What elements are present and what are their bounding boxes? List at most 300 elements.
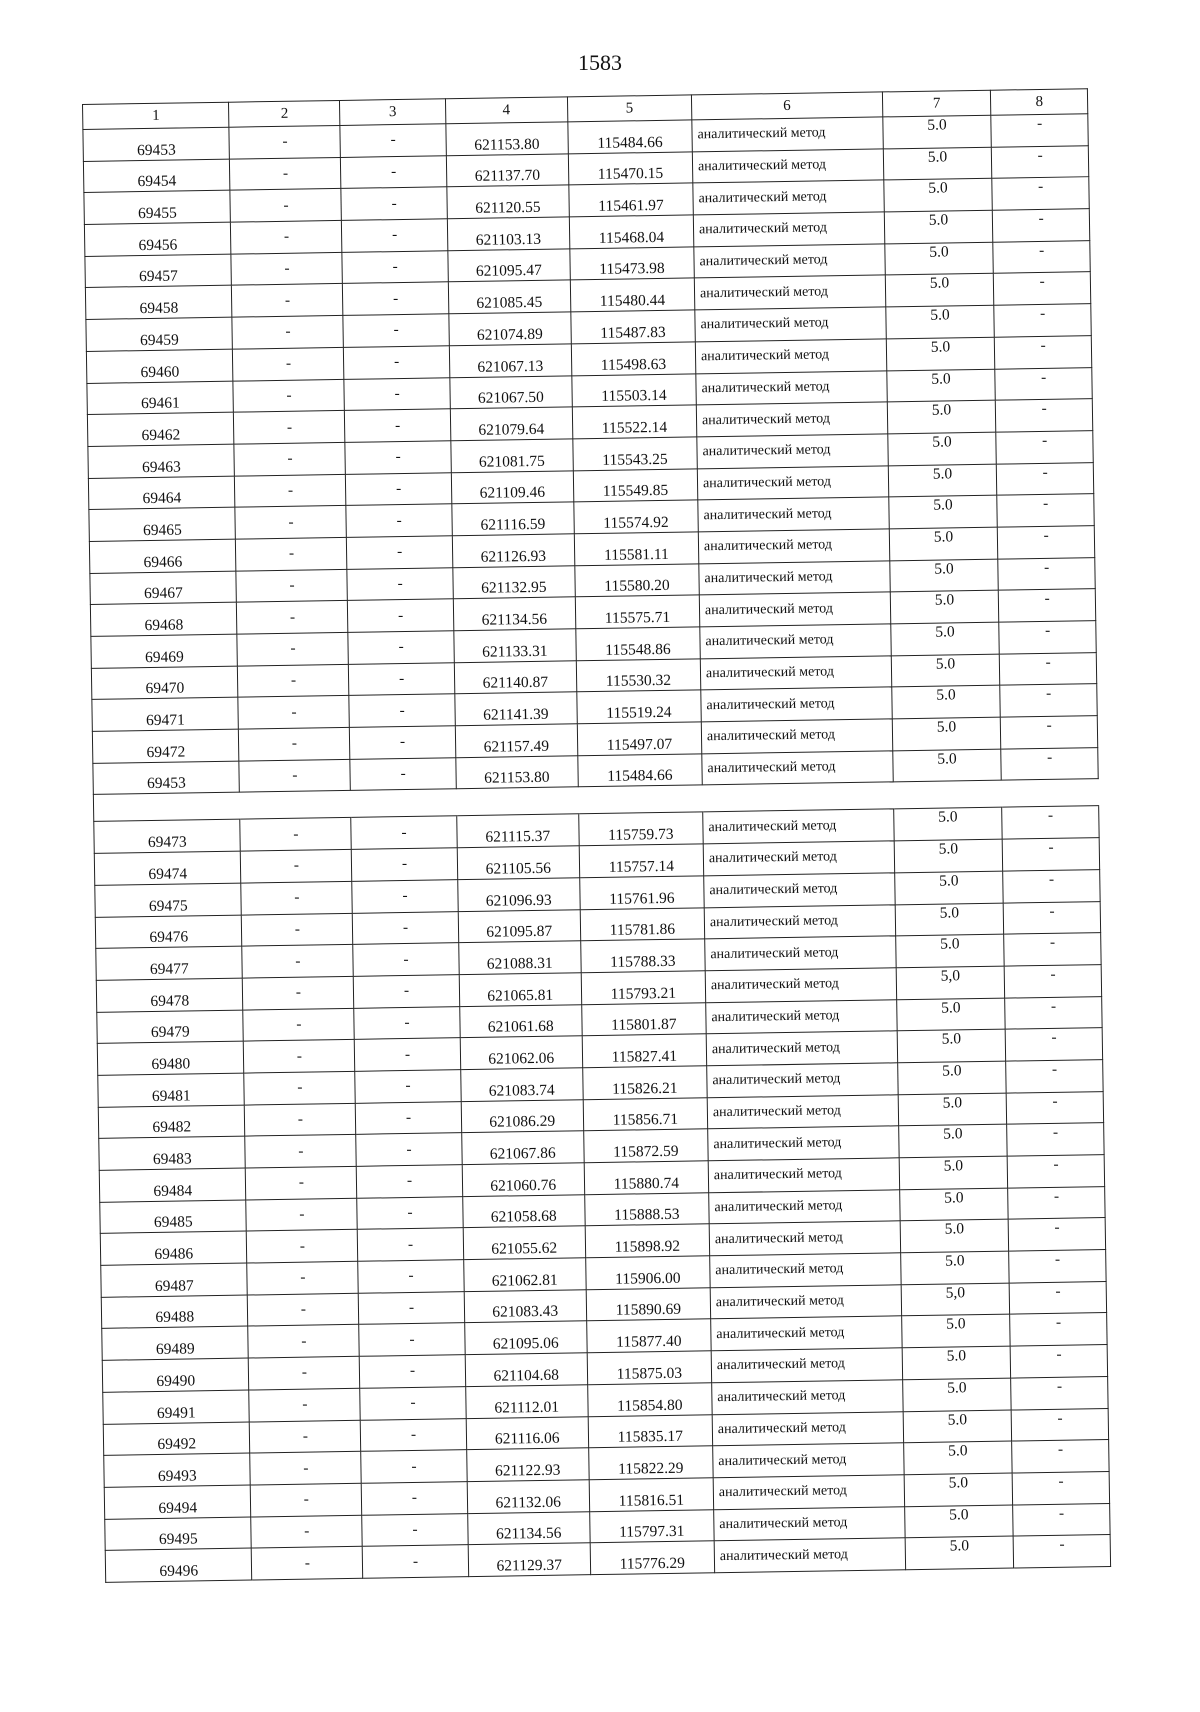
column-8-cell: - bbox=[1012, 1440, 1109, 1473]
y-coordinate-cell: 115906.00 bbox=[585, 1256, 710, 1290]
point-number-cell: 69454 bbox=[83, 159, 230, 193]
y-coordinate-cell: 115872.59 bbox=[583, 1129, 708, 1163]
point-number-cell: 69479 bbox=[97, 1010, 244, 1044]
x-coordinate-cell: 621088.31 bbox=[458, 941, 580, 975]
separator-cell bbox=[351, 789, 457, 818]
column-8-cell: - bbox=[1001, 716, 1098, 749]
column-8-cell: - bbox=[997, 462, 1094, 495]
method-cell: аналитический метод bbox=[698, 497, 889, 532]
column-2-cell: - bbox=[245, 1135, 356, 1168]
x-coordinate-cell: 621061.68 bbox=[459, 1004, 581, 1038]
column-8-cell: - bbox=[1007, 1123, 1104, 1156]
point-number-cell: 69476 bbox=[95, 915, 242, 949]
point-number-cell: 69492 bbox=[103, 1422, 250, 1456]
x-coordinate-cell: 621086.29 bbox=[461, 1099, 583, 1133]
separator-cell bbox=[578, 785, 703, 814]
column-2-cell: - bbox=[235, 506, 346, 539]
method-cell: аналитический метод bbox=[693, 212, 884, 247]
column-8-cell: - bbox=[1005, 996, 1102, 1029]
accuracy-cell: 5.0 bbox=[887, 400, 996, 433]
method-cell: аналитический метод bbox=[696, 370, 887, 405]
y-coordinate-cell: 115581.11 bbox=[574, 532, 699, 566]
method-cell: аналитический метод bbox=[692, 149, 883, 184]
column-3-cell: - bbox=[356, 1133, 462, 1166]
y-coordinate-cell: 115480.44 bbox=[570, 278, 695, 312]
y-coordinate-cell: 115827.41 bbox=[582, 1034, 707, 1068]
column-8-cell: - bbox=[994, 272, 1091, 305]
y-coordinate-cell: 115797.31 bbox=[589, 1509, 714, 1543]
column-3-cell: - bbox=[352, 880, 458, 913]
method-cell: аналитический метод bbox=[701, 719, 892, 754]
method-cell: аналитический метод bbox=[707, 1094, 898, 1129]
accuracy-cell: 5,0 bbox=[901, 1283, 1010, 1316]
y-coordinate-cell: 115484.66 bbox=[578, 754, 703, 788]
point-number-cell: 69455 bbox=[84, 191, 231, 225]
accuracy-cell: 5.0 bbox=[897, 1061, 1006, 1094]
y-coordinate-cell: 115816.51 bbox=[589, 1478, 714, 1512]
y-coordinate-cell: 115757.14 bbox=[579, 844, 704, 878]
x-coordinate-cell: 621062.06 bbox=[460, 1036, 582, 1070]
y-coordinate-cell: 115580.20 bbox=[575, 563, 700, 597]
column-header: 2 bbox=[229, 100, 340, 127]
accuracy-cell: 5.0 bbox=[900, 1251, 1009, 1284]
column-3-cell: - bbox=[344, 346, 450, 379]
y-coordinate-cell: 115854.80 bbox=[587, 1383, 712, 1417]
column-3-cell: - bbox=[345, 409, 451, 442]
column-8-cell: - bbox=[991, 114, 1088, 147]
column-8-cell: - bbox=[996, 399, 1093, 432]
method-cell: аналитический метод bbox=[706, 999, 897, 1034]
column-3-cell: - bbox=[357, 1196, 463, 1229]
method-cell: аналитический метод bbox=[713, 1475, 904, 1510]
point-number-cell: 69478 bbox=[96, 978, 243, 1012]
column-8-cell: - bbox=[996, 431, 1093, 464]
column-3-cell: - bbox=[342, 219, 448, 252]
separator-cell bbox=[240, 791, 351, 820]
point-number-cell: 69489 bbox=[102, 1326, 249, 1360]
column-3-cell: - bbox=[346, 504, 452, 537]
accuracy-cell: 5.0 bbox=[904, 1505, 1013, 1538]
column-2-cell: - bbox=[248, 1325, 359, 1358]
y-coordinate-cell: 115776.29 bbox=[590, 1541, 715, 1575]
separator-cell bbox=[702, 782, 893, 812]
point-number-cell: 69472 bbox=[92, 729, 239, 763]
point-number-cell: 69484 bbox=[99, 1168, 246, 1202]
x-coordinate-cell: 621132.95 bbox=[453, 565, 575, 599]
column-8-cell: - bbox=[1003, 869, 1100, 902]
separator-cell bbox=[456, 787, 578, 816]
accuracy-cell: 5.0 bbox=[891, 654, 1000, 687]
column-3-cell: - bbox=[355, 1070, 461, 1103]
point-number-cell: 69491 bbox=[103, 1390, 250, 1424]
method-cell: аналитический метод bbox=[696, 402, 887, 437]
x-coordinate-cell: 621067.50 bbox=[450, 375, 572, 409]
point-number-cell: 69486 bbox=[100, 1231, 247, 1265]
accuracy-cell: 5.0 bbox=[889, 527, 998, 560]
page-number: 1583 bbox=[578, 50, 622, 75]
x-coordinate-cell: 621132.06 bbox=[467, 1480, 589, 1514]
method-cell: аналитический метод bbox=[712, 1411, 903, 1446]
accuracy-cell: 5.0 bbox=[894, 839, 1003, 872]
x-coordinate-cell: 621095.47 bbox=[448, 249, 570, 283]
column-2-cell: - bbox=[239, 759, 350, 792]
column-8-cell: - bbox=[993, 240, 1090, 273]
accuracy-cell: 5.0 bbox=[890, 559, 999, 592]
method-cell: аналитический метод bbox=[700, 656, 891, 691]
column-2-cell: - bbox=[232, 316, 343, 349]
method-cell: аналитический метод bbox=[709, 1221, 900, 1256]
column-8-cell: - bbox=[1002, 806, 1099, 839]
y-coordinate-cell: 115898.92 bbox=[585, 1224, 710, 1258]
accuracy-cell: 5.0 bbox=[891, 622, 1000, 655]
column-header: 8 bbox=[991, 89, 1088, 116]
method-cell: аналитический метод bbox=[712, 1380, 903, 1415]
point-number-cell: 69456 bbox=[84, 222, 231, 256]
accuracy-cell: 5.0 bbox=[904, 1473, 1013, 1506]
column-2-cell: - bbox=[245, 1103, 356, 1136]
column-2-cell: - bbox=[246, 1198, 357, 1231]
column-3-cell: - bbox=[357, 1165, 463, 1198]
column-3-cell: - bbox=[342, 251, 448, 284]
point-number-cell: 69466 bbox=[89, 539, 236, 573]
column-2-cell: - bbox=[239, 727, 350, 760]
accuracy-cell: 5.0 bbox=[905, 1536, 1014, 1569]
column-2-cell: - bbox=[242, 945, 353, 978]
y-coordinate-cell: 115801.87 bbox=[581, 1002, 706, 1036]
column-2-cell: - bbox=[244, 1040, 355, 1073]
x-coordinate-cell: 621126.93 bbox=[452, 534, 574, 568]
x-coordinate-cell: 621081.75 bbox=[451, 439, 573, 473]
column-2-cell: - bbox=[249, 1388, 360, 1421]
column-8-cell: - bbox=[1006, 1028, 1103, 1061]
point-number-cell: 69458 bbox=[85, 286, 232, 320]
x-coordinate-cell: 621083.43 bbox=[464, 1289, 586, 1323]
y-coordinate-cell: 115461.97 bbox=[569, 183, 694, 217]
accuracy-cell: 5.0 bbox=[888, 432, 997, 465]
y-coordinate-cell: 115890.69 bbox=[586, 1288, 711, 1322]
accuracy-cell: 5,0 bbox=[896, 966, 1005, 999]
x-coordinate-cell: 621103.13 bbox=[447, 217, 569, 251]
method-cell: аналитический метод bbox=[703, 809, 894, 844]
column-3-cell: - bbox=[356, 1101, 462, 1134]
y-coordinate-cell: 115759.73 bbox=[578, 812, 703, 846]
y-coordinate-cell: 115574.92 bbox=[574, 500, 699, 534]
point-number-cell: 69465 bbox=[89, 507, 236, 541]
method-cell: аналитический метод bbox=[711, 1316, 902, 1351]
y-coordinate-cell: 115473.98 bbox=[570, 247, 695, 281]
point-number-cell: 69459 bbox=[86, 317, 233, 351]
column-2-cell: - bbox=[232, 284, 343, 317]
column-8-cell: - bbox=[1013, 1503, 1110, 1536]
column-8-cell: - bbox=[1004, 901, 1101, 934]
column-3-cell: - bbox=[348, 631, 454, 664]
column-8-cell: - bbox=[1011, 1376, 1108, 1409]
column-3-cell: - bbox=[355, 1038, 461, 1071]
y-coordinate-cell: 115761.96 bbox=[579, 876, 704, 910]
column-2-cell: - bbox=[231, 220, 342, 253]
column-3-cell: - bbox=[360, 1355, 466, 1388]
column-8-cell: - bbox=[993, 209, 1090, 242]
method-cell: аналитический метод bbox=[701, 687, 892, 722]
column-2-cell: - bbox=[238, 664, 349, 697]
column-3-cell: - bbox=[347, 536, 453, 569]
y-coordinate-cell: 115877.40 bbox=[586, 1319, 711, 1353]
x-coordinate-cell: 621095.87 bbox=[458, 909, 580, 943]
x-coordinate-cell: 621153.80 bbox=[446, 122, 568, 156]
x-coordinate-cell: 621137.70 bbox=[446, 154, 568, 188]
column-2-cell: - bbox=[235, 474, 346, 507]
column-8-cell: - bbox=[1003, 838, 1100, 871]
column-3-cell: - bbox=[349, 694, 455, 727]
x-coordinate-cell: 621065.81 bbox=[459, 973, 581, 1007]
column-2-cell: - bbox=[240, 818, 351, 851]
accuracy-cell: 5.0 bbox=[892, 717, 1001, 750]
column-2-cell: - bbox=[247, 1261, 358, 1294]
x-coordinate-cell: 621079.64 bbox=[450, 407, 572, 441]
point-number-cell: 69483 bbox=[99, 1136, 246, 1170]
y-coordinate-cell: 115788.33 bbox=[580, 939, 705, 973]
point-number-cell: 69495 bbox=[105, 1517, 252, 1551]
method-cell: аналитический метод bbox=[702, 751, 893, 786]
accuracy-cell: 5.0 bbox=[888, 464, 997, 497]
accuracy-cell: 5.0 bbox=[890, 590, 999, 623]
column-2-cell: - bbox=[251, 1483, 362, 1516]
accuracy-cell: 5.0 bbox=[899, 1188, 1008, 1221]
column-3-cell: - bbox=[340, 124, 446, 157]
column-8-cell: - bbox=[1007, 1091, 1104, 1124]
accuracy-cell: 5.0 bbox=[892, 686, 1001, 719]
column-8-cell: - bbox=[1001, 747, 1098, 780]
column-header: 1 bbox=[83, 102, 230, 129]
point-number-cell: 69481 bbox=[98, 1073, 245, 1107]
table-body bbox=[83, 89, 1111, 1583]
coordinates-table bbox=[82, 88, 1111, 1583]
method-cell: аналитический метод bbox=[698, 529, 889, 564]
column-2-cell: - bbox=[241, 849, 352, 882]
column-3-cell: - bbox=[351, 816, 457, 849]
accuracy-cell: 5.0 bbox=[895, 903, 1004, 936]
column-2-cell: - bbox=[237, 632, 348, 665]
method-cell: аналитический метод bbox=[693, 180, 884, 215]
point-number-cell: 69488 bbox=[101, 1295, 248, 1329]
column-8-cell: - bbox=[998, 557, 1095, 590]
column-2-cell: - bbox=[243, 976, 354, 1009]
x-coordinate-cell: 621134.56 bbox=[467, 1511, 589, 1545]
column-3-cell: - bbox=[347, 567, 453, 600]
column-3-cell: - bbox=[358, 1260, 464, 1293]
column-8-cell: - bbox=[999, 621, 1096, 654]
column-3-cell: - bbox=[352, 848, 458, 881]
column-3-cell: - bbox=[353, 943, 459, 976]
column-8-cell: - bbox=[1012, 1408, 1109, 1441]
y-coordinate-cell: 115888.53 bbox=[584, 1192, 709, 1226]
column-2-cell: - bbox=[236, 569, 347, 602]
method-cell: аналитический метод bbox=[699, 592, 890, 627]
accuracy-cell: 5.0 bbox=[887, 369, 996, 402]
column-3-cell: - bbox=[360, 1386, 466, 1419]
y-coordinate-cell: 115484.66 bbox=[568, 120, 693, 154]
x-coordinate-cell: 621095.06 bbox=[464, 1321, 586, 1355]
x-coordinate-cell: 621120.55 bbox=[447, 185, 569, 219]
separator-cell bbox=[1002, 779, 1099, 808]
column-2-cell: - bbox=[231, 252, 342, 285]
point-number-cell: 69453 bbox=[93, 761, 240, 795]
x-coordinate-cell: 621153.80 bbox=[456, 756, 578, 790]
column-2-cell: - bbox=[230, 189, 341, 222]
column-8-cell: - bbox=[1011, 1345, 1108, 1378]
accuracy-cell: 5.0 bbox=[894, 871, 1003, 904]
x-coordinate-cell: 621085.45 bbox=[448, 280, 570, 314]
x-coordinate-cell: 621116.59 bbox=[452, 502, 574, 536]
method-cell: аналитический метод bbox=[714, 1538, 905, 1573]
y-coordinate-cell: 115549.85 bbox=[573, 468, 698, 502]
y-coordinate-cell: 115548.86 bbox=[576, 627, 701, 661]
column-2-cell: - bbox=[246, 1166, 357, 1199]
column-2-cell: - bbox=[248, 1293, 359, 1326]
y-coordinate-cell: 115522.14 bbox=[572, 405, 697, 439]
accuracy-cell: 5.0 bbox=[893, 749, 1002, 782]
column-2-cell: - bbox=[233, 347, 344, 380]
column-2-cell: - bbox=[247, 1230, 358, 1263]
x-coordinate-cell: 621083.74 bbox=[460, 1068, 582, 1102]
column-2-cell: - bbox=[249, 1356, 360, 1389]
column-3-cell: - bbox=[350, 757, 456, 790]
method-cell: аналитический метод bbox=[704, 904, 895, 939]
accuracy-cell: 5.0 bbox=[903, 1410, 1012, 1443]
y-coordinate-cell: 115822.29 bbox=[588, 1446, 713, 1480]
point-number-cell: 69496 bbox=[105, 1548, 252, 1582]
method-cell: аналитический метод bbox=[714, 1506, 905, 1541]
x-coordinate-cell: 621060.76 bbox=[462, 1163, 584, 1197]
column-3-cell: - bbox=[361, 1418, 467, 1451]
point-number-cell: 69493 bbox=[104, 1453, 251, 1487]
x-coordinate-cell: 621058.68 bbox=[462, 1194, 584, 1228]
point-number-cell: 69457 bbox=[85, 254, 232, 288]
column-8-cell: - bbox=[1009, 1250, 1106, 1283]
accuracy-cell: 5.0 bbox=[898, 1124, 1007, 1157]
y-coordinate-cell: 115498.63 bbox=[571, 342, 696, 376]
accuracy-cell: 5.0 bbox=[897, 1029, 1006, 1062]
x-coordinate-cell: 621074.89 bbox=[449, 312, 571, 346]
column-3-cell: - bbox=[358, 1228, 464, 1261]
column-8-cell: - bbox=[992, 177, 1089, 210]
y-coordinate-cell: 115856.71 bbox=[583, 1097, 708, 1131]
column-3-cell: - bbox=[341, 155, 447, 188]
point-number-cell: 69482 bbox=[98, 1105, 245, 1139]
y-coordinate-cell: 115487.83 bbox=[571, 310, 696, 344]
method-cell: аналитический метод bbox=[692, 117, 883, 152]
method-cell: аналитический метод bbox=[695, 307, 886, 342]
point-number-cell: 69471 bbox=[92, 697, 239, 731]
column-header: 5 bbox=[567, 95, 692, 122]
method-cell: аналитический метод bbox=[710, 1285, 901, 1320]
separator-cell bbox=[893, 781, 1002, 810]
column-8-cell: - bbox=[992, 145, 1089, 178]
column-2-cell: - bbox=[251, 1515, 362, 1548]
column-2-cell: - bbox=[237, 601, 348, 634]
column-8-cell: - bbox=[1013, 1471, 1110, 1504]
column-header: 3 bbox=[340, 99, 446, 126]
x-coordinate-cell: 621157.49 bbox=[455, 724, 577, 758]
y-coordinate-cell: 115519.24 bbox=[577, 690, 702, 724]
y-coordinate-cell: 115575.71 bbox=[575, 595, 700, 629]
accuracy-cell: 5.0 bbox=[902, 1378, 1011, 1411]
method-cell: аналитический метод bbox=[695, 339, 886, 374]
point-number-cell: 69494 bbox=[104, 1485, 251, 1519]
column-8-cell: - bbox=[998, 526, 1095, 559]
accuracy-cell: 5.0 bbox=[884, 210, 993, 243]
method-cell: аналитический метод bbox=[711, 1348, 902, 1383]
x-coordinate-cell: 621112.01 bbox=[465, 1385, 587, 1419]
column-8-cell: - bbox=[1000, 652, 1097, 685]
column-2-cell: - bbox=[250, 1451, 361, 1484]
point-number-cell: 69462 bbox=[87, 412, 234, 446]
accuracy-cell: 5.0 bbox=[886, 337, 995, 370]
y-coordinate-cell: 115875.03 bbox=[587, 1351, 712, 1385]
column-3-cell: - bbox=[363, 1545, 469, 1578]
x-coordinate-cell: 621115.37 bbox=[456, 814, 578, 848]
column-8-cell: - bbox=[1010, 1281, 1107, 1314]
column-2-cell: - bbox=[243, 1008, 354, 1041]
accuracy-cell: 5.0 bbox=[903, 1441, 1012, 1474]
column-2-cell: - bbox=[238, 696, 349, 729]
column-8-cell: - bbox=[1004, 933, 1101, 966]
x-coordinate-cell: 621134.56 bbox=[453, 597, 575, 631]
column-3-cell: - bbox=[349, 662, 455, 695]
column-2-cell: - bbox=[241, 881, 352, 914]
column-3-cell: - bbox=[346, 472, 452, 505]
method-cell: аналитический метод bbox=[708, 1126, 899, 1161]
method-cell: аналитический метод bbox=[704, 873, 895, 908]
column-8-cell: - bbox=[995, 335, 1092, 368]
accuracy-cell: 5.0 bbox=[895, 934, 1004, 967]
y-coordinate-cell: 115826.21 bbox=[582, 1066, 707, 1100]
column-2-cell: - bbox=[242, 913, 353, 946]
y-coordinate-cell: 115835.17 bbox=[588, 1414, 713, 1448]
x-coordinate-cell: 621067.13 bbox=[449, 344, 571, 378]
column-8-cell: - bbox=[1010, 1313, 1107, 1346]
y-coordinate-cell: 115497.07 bbox=[577, 722, 702, 756]
point-number-cell: 69460 bbox=[86, 349, 233, 383]
column-header: 6 bbox=[691, 92, 882, 120]
x-coordinate-cell: 621140.87 bbox=[454, 660, 576, 694]
point-number-cell: 69464 bbox=[88, 476, 235, 510]
point-number-cell: 69475 bbox=[95, 883, 242, 917]
accuracy-cell: 5.0 bbox=[885, 242, 994, 275]
method-cell: аналитический метод bbox=[713, 1443, 904, 1478]
column-8-cell: - bbox=[995, 367, 1092, 400]
method-cell: аналитический метод bbox=[707, 1063, 898, 1098]
coordinates-table-sheet bbox=[82, 88, 1111, 1583]
method-cell: аналитический метод bbox=[697, 465, 888, 500]
accuracy-cell: 5.0 bbox=[901, 1315, 1010, 1348]
x-coordinate-cell: 621129.37 bbox=[468, 1543, 590, 1577]
accuracy-cell: 5.0 bbox=[899, 1156, 1008, 1189]
column-8-cell: - bbox=[1008, 1186, 1105, 1219]
column-8-cell: - bbox=[994, 304, 1091, 337]
method-cell: аналитический метод bbox=[694, 275, 885, 310]
accuracy-cell: 5.0 bbox=[883, 115, 992, 148]
method-cell: аналитический метод bbox=[703, 841, 894, 876]
accuracy-cell: 5.0 bbox=[885, 274, 994, 307]
method-cell: аналитический метод bbox=[700, 624, 891, 659]
accuracy-cell: 5.0 bbox=[898, 1093, 1007, 1126]
column-8-cell: - bbox=[1008, 1155, 1105, 1188]
column-2-cell: - bbox=[233, 379, 344, 412]
column-3-cell: - bbox=[341, 187, 447, 220]
accuracy-cell: 5.0 bbox=[902, 1346, 1011, 1379]
column-3-cell: - bbox=[359, 1323, 465, 1356]
